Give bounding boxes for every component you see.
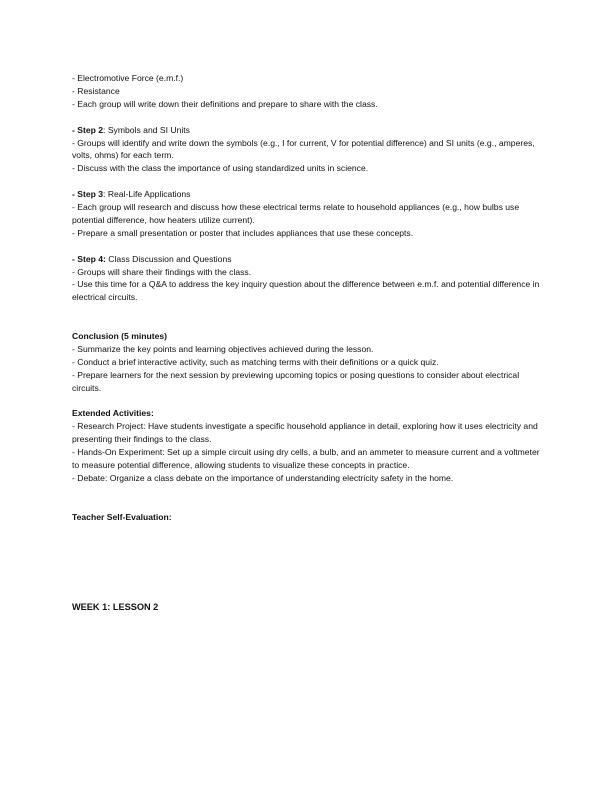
- intro-line-definitions: - Each group will write down their definitions and prepare to share with the class.: [72, 98, 378, 109]
- step-4-section: [72, 253, 542, 305]
- step-2-section: [72, 124, 542, 176]
- step-4-heading: [72, 253, 542, 266]
- week-lesson-title: WEEK 1: LESSON 2: [72, 601, 159, 612]
- conclusion-heading: Conclusion (5 minutes): [72, 331, 168, 342]
- extended-activity-line: - Hands-On Experiment: Set up a simple circuit using dry cells, a bulb, and an ammeter to measure current and a voltmeter to measure potential difference, allowing students to visualize these concepts in practice.: [72, 447, 540, 471]
- step-3-line: - Each group will research and discuss how these electrical terms relate to household appliances (e.g., how bulbs use potential difference, how heaters utilize current).: [72, 202, 520, 225]
- step-3-section: [72, 188, 542, 240]
- document-page: [72, 72, 542, 614]
- step-3-line: - Prepare a small presentation or poster that includes appliances that use these concepts.: [72, 227, 414, 238]
- step-4-label: - Step 4:: [72, 253, 106, 264]
- extended-activities-section: [72, 407, 542, 484]
- step-2-heading: [72, 124, 542, 137]
- step-4-title: Class Discussion and Questions: [105, 253, 232, 264]
- self-evaluation-section: [72, 511, 542, 601]
- step-3-title: : Real-Life Applications: [103, 189, 191, 200]
- conclusion-section: [72, 330, 542, 395]
- extended-activity-line: - Research Project: Have students investigate a specific household appliance in detail, exploring how it uses electricity and presenting their findings to the class.: [72, 421, 538, 445]
- step-3-label: - Step 3: [72, 189, 104, 200]
- step-4-line: - Groups will share their findings with the class.: [72, 266, 252, 277]
- intro-line-resistance: - Resistance: [72, 85, 120, 96]
- step-3-heading: [72, 188, 542, 201]
- step-2-line: - Groups will identify and write down the symbols (e.g., I for current, V for potential difference) and SI units (e.g., amperes, volts, ohms) for each term.: [72, 137, 535, 161]
- intro-list: [72, 72, 542, 111]
- intro-line-emf: - Electromotive Force (e.m.f.): [72, 73, 184, 83]
- step-2-label: - Step 2: [72, 124, 104, 135]
- step-2-title: : Symbols and SI Units: [103, 124, 190, 135]
- week-section: [72, 601, 542, 614]
- conclusion-line: - Summarize the key points and learning objectives achieved during the lesson.: [72, 343, 374, 354]
- step-2-line: - Discuss with the class the importance of using standardized units in science.: [72, 163, 369, 174]
- extended-activities-heading: Extended Activities:: [72, 408, 154, 419]
- self-evaluation-blank-space: [72, 524, 542, 601]
- self-evaluation-heading: Teacher Self-Evaluation:: [72, 511, 172, 522]
- conclusion-line: - Prepare learners for the next session by previewing upcoming topics or posing questions to consider about electrical circuits.: [72, 369, 520, 393]
- conclusion-line: - Conduct a brief interactive activity, such as matching terms with their definitions or a quick quiz.: [72, 356, 439, 367]
- step-4-line: - Use this time for a Q&A to address the key inquiry question about the difference between e.m.f. and potential difference in electrical circuits.: [72, 279, 540, 303]
- extended-activity-line: - Debate: Organize a class debate on the importance of understanding electricity safety in the home.: [72, 473, 454, 484]
